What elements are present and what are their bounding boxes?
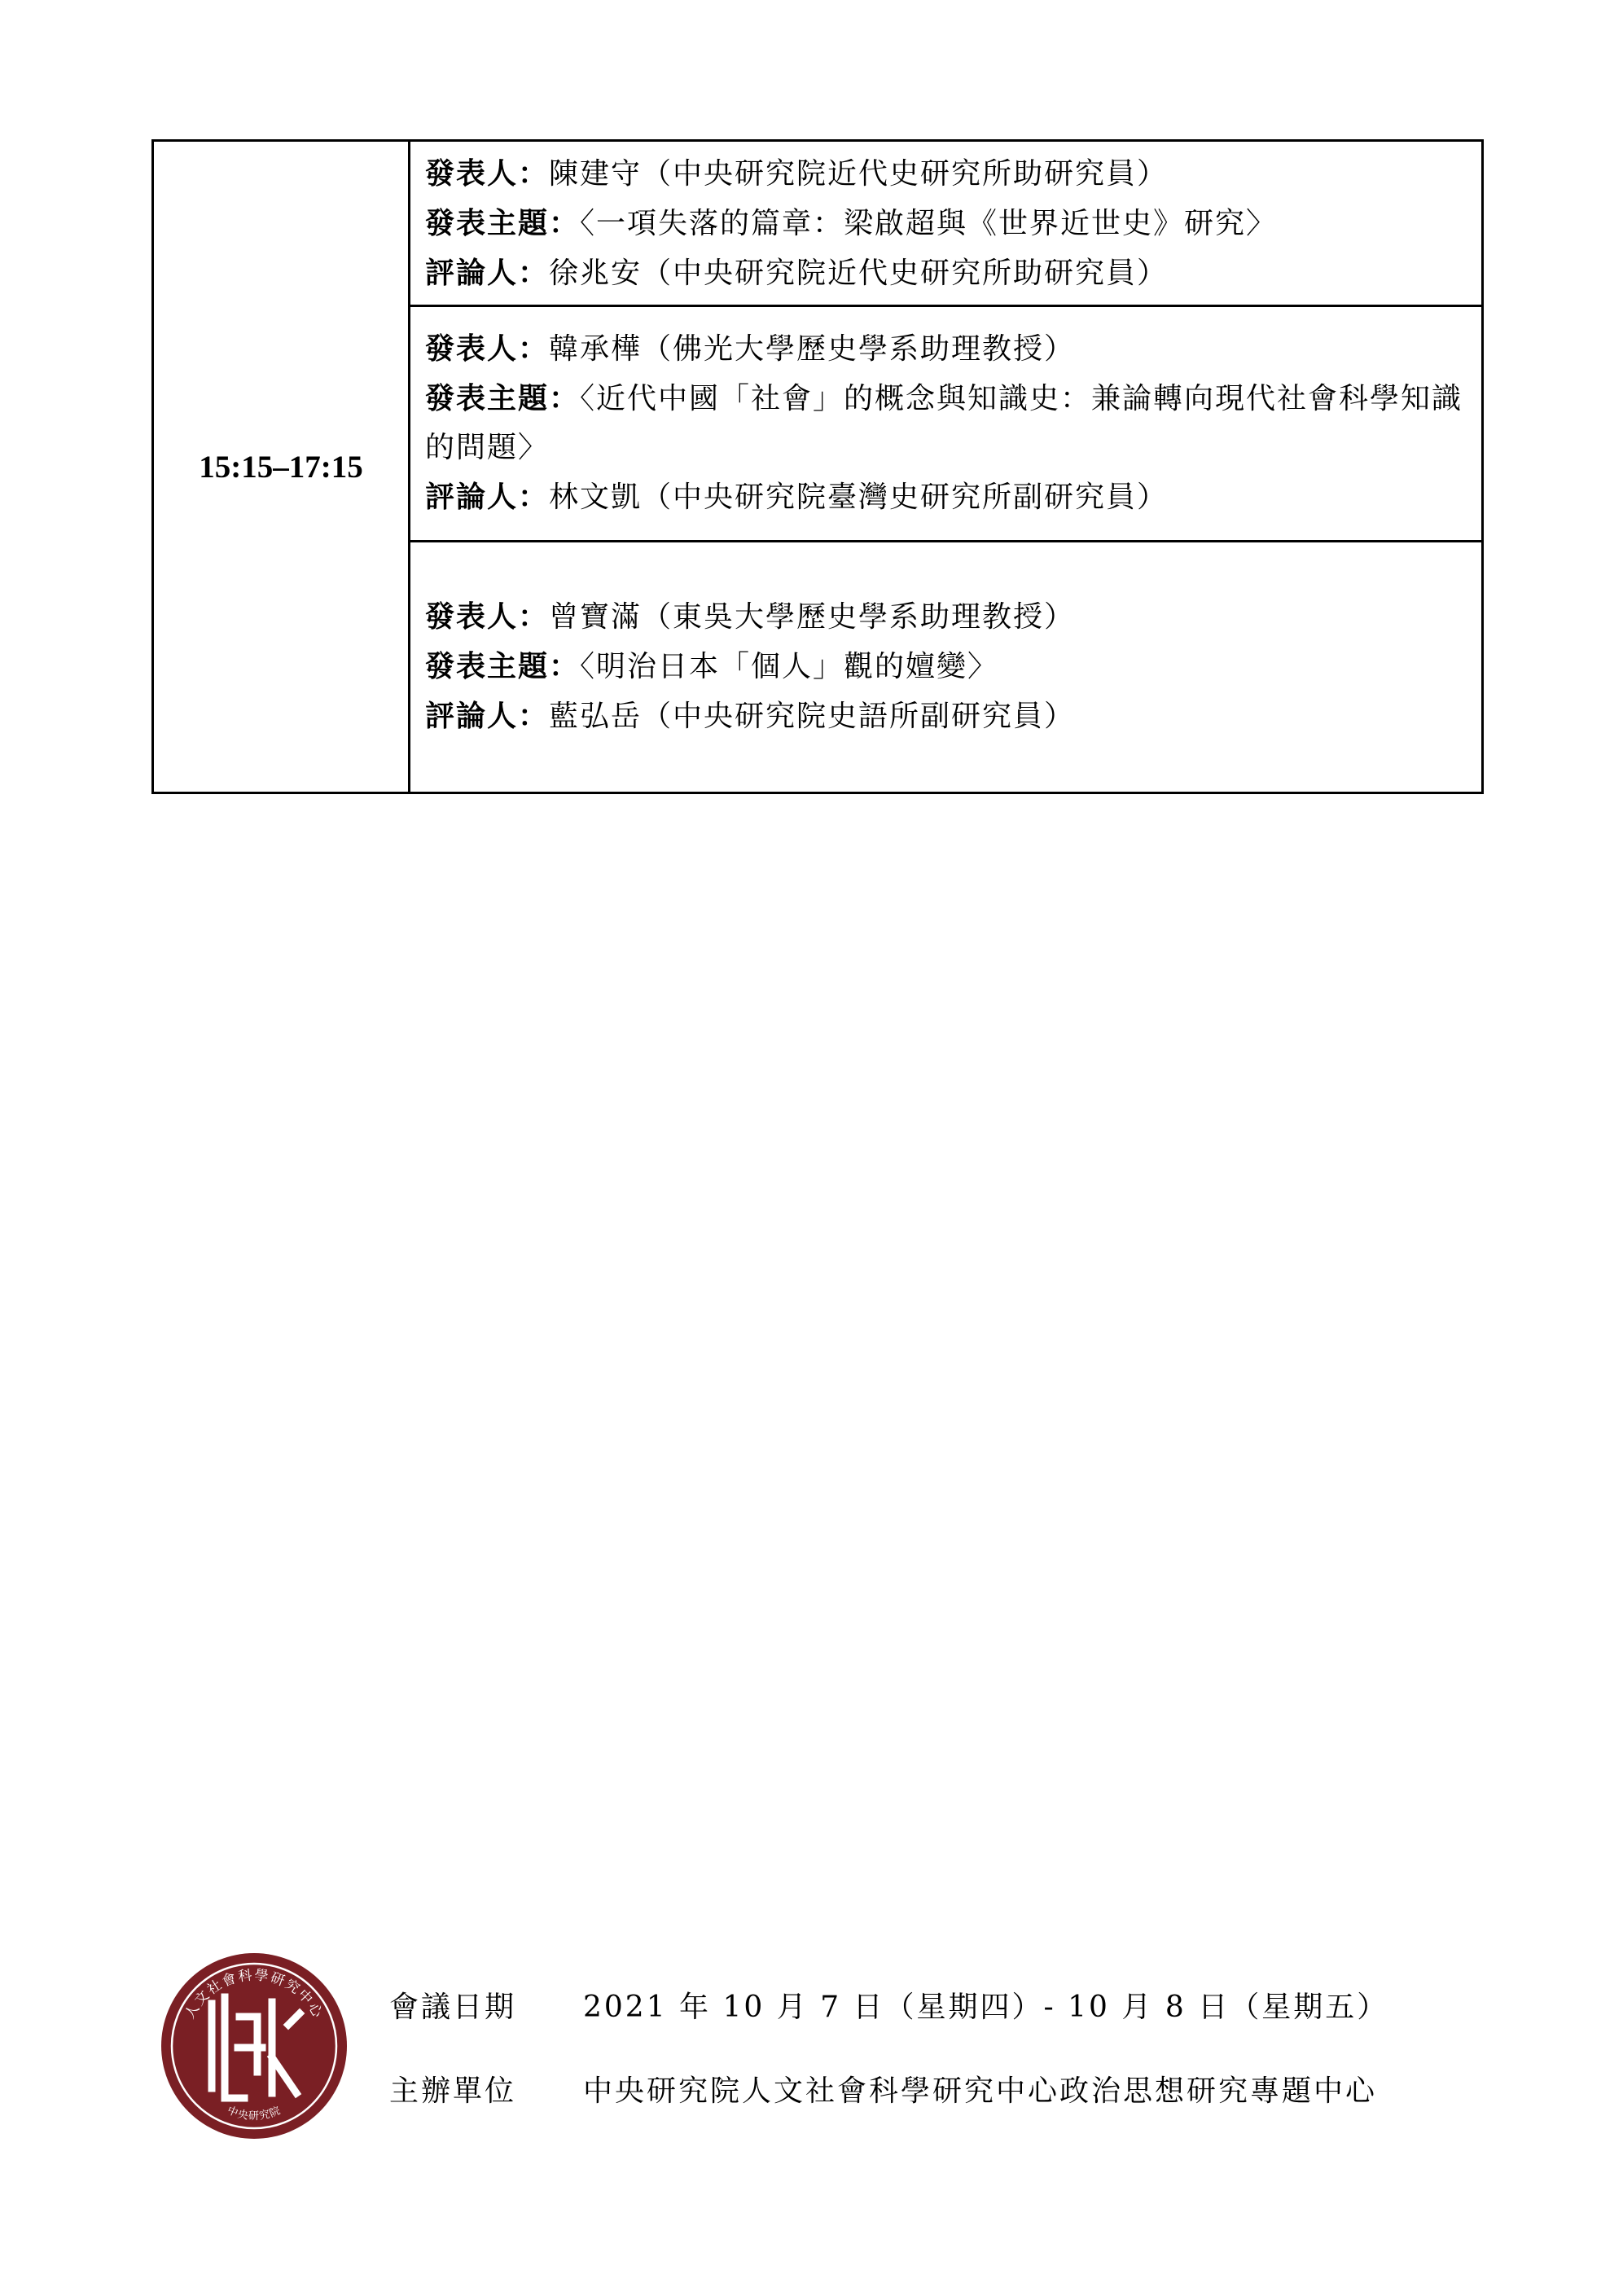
discussant-label: 評論人： [425,480,550,514]
seal-ring-text: 人文社會科學研究中心 [182,1967,327,2022]
presenter-line [425,149,1467,199]
organizer-value: 中央研究院人文社會科學研究中心政治思想研究專題中心 [583,2074,1378,2108]
discussant-name: 徐兆安（中央研究院近代史研究所助研究員） [549,257,1169,290]
topic-title: 〈明治日本「個人」觀的嬗變〉 [580,650,999,683]
organizer-label: 主辦單位 [389,2074,517,2108]
topic-label: 發表主題： [425,381,581,415]
topic-title: 〈近代中國「社會」的概念與知識史：兼論轉向現代社會科學知識的問題〉 [425,382,1463,464]
presenter-name: 韓承樺（佛光大學歷史學系助理教授） [549,332,1076,366]
topic-line [425,374,1467,472]
discussant-label: 評論人： [425,699,550,733]
discussant-name: 藍弘岳（中央研究院史語所副研究員） [549,700,1076,733]
topic-line [425,199,1467,248]
discussant-name: 林文凱（中央研究院臺灣史研究所副研究員） [549,481,1169,514]
presentation-cell [410,542,1483,793]
presenter-label: 發表人： [425,156,550,191]
topic-title: 〈一項失落的篇章：梁啟超與《世界近世史》研究〉 [580,207,1278,240]
discussant-label: 評論人： [425,256,550,290]
presenter-name: 曾寶滿（東吳大學歷史學系助理教授） [549,600,1076,634]
presentation-row [153,141,1483,306]
session-time: 15:15–17:15 [153,141,410,793]
topic-line [425,642,1467,691]
conference-date-label: 會議日期 [389,1991,517,2024]
presenter-label: 發表人： [425,599,550,634]
seal-bottom-text: 中央研究院 [225,2104,283,2123]
presenter-line [425,324,1467,374]
topic-label: 發表主題： [425,206,581,240]
conference-date-value: 2021 年 10 月 7 日（星期四）- 10 月 8 日（星期五） [583,1991,1389,2024]
institution-seal-logo [158,1950,350,2142]
discussant-line [425,691,1467,741]
schedule-table [151,139,1484,794]
presentation-cell [410,141,1483,306]
organizer-row [389,2068,1377,2109]
discussant-line [425,248,1467,298]
presentation-cell [410,306,1483,542]
presenter-label: 發表人： [425,331,550,366]
discussant-line [425,472,1467,522]
presenter-name: 陳建守（中央研究院近代史研究所助研究員） [549,157,1169,191]
presenter-line [425,592,1467,642]
topic-label: 發表主題： [425,649,581,683]
conference-date-row [389,1984,1388,2026]
